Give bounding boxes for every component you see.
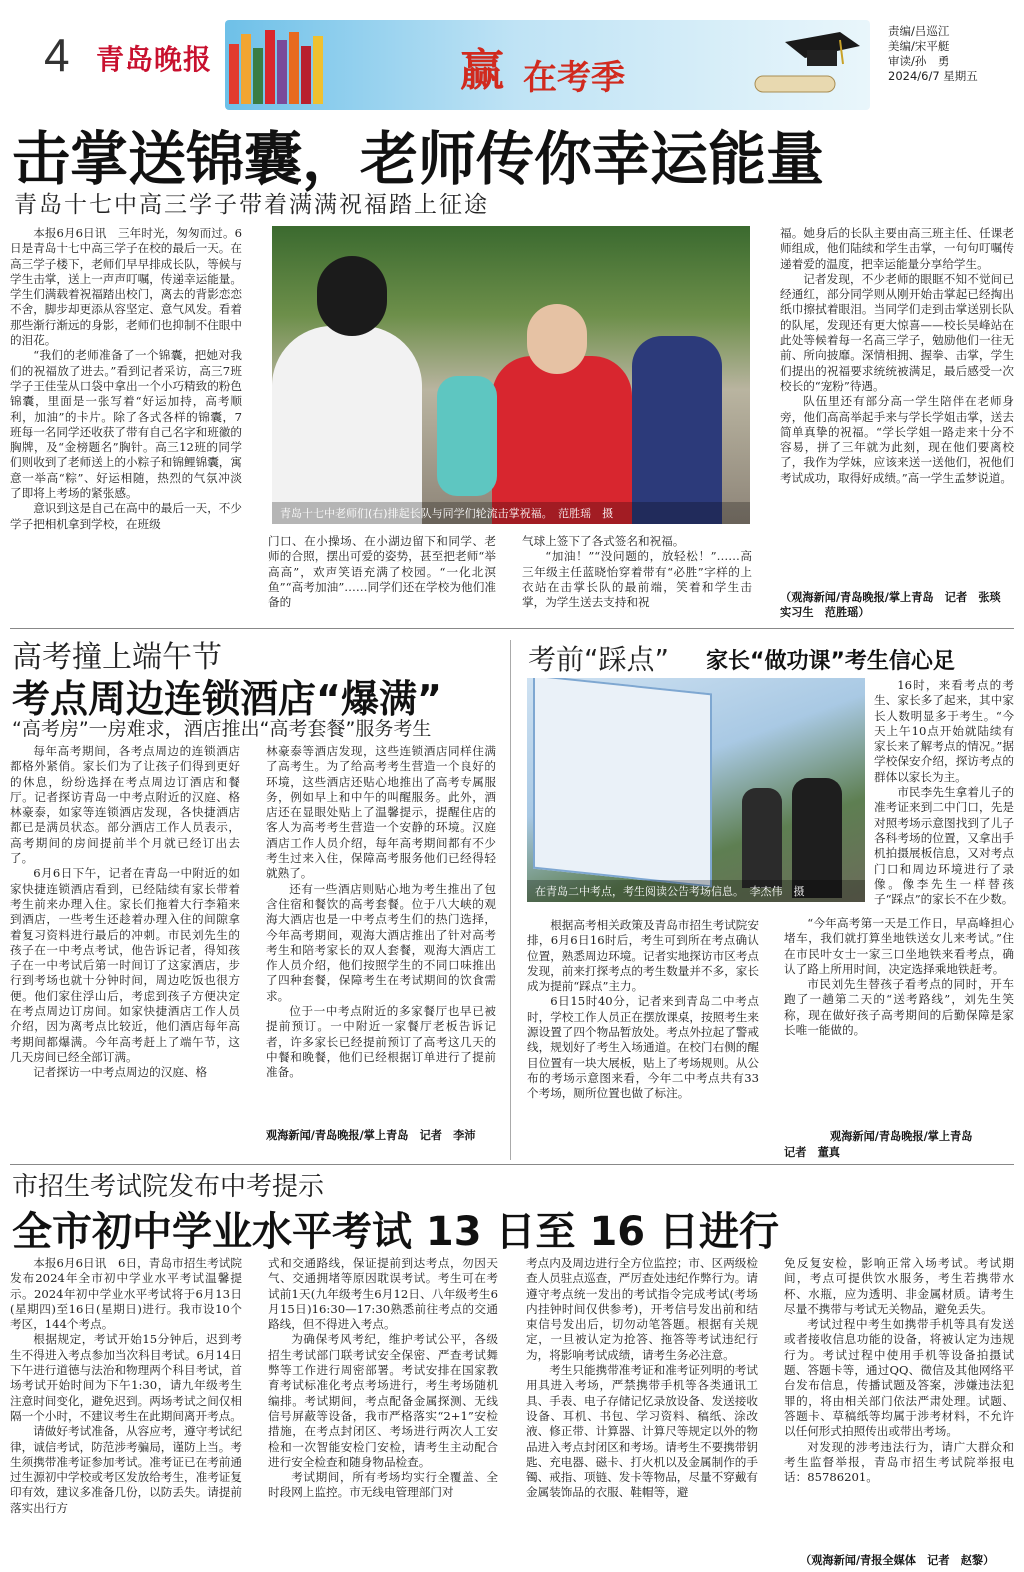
paragraph: 考试过程中考生如携带手机等具有发送或者接收信息功能的设备，将被认定为违规行为。考试过程中使用手机等设备拍摄试题、答题卡等，通过QQ、微信及其他网络平台发布信息，传播试题及答案，涉嫌违法犯罪的，将由相关部门依法严肃处理。试题、答题卡、草稿纸等均属于涉考材料，不允许以任何形式拍照传出或带出考场。 bbox=[784, 1317, 1014, 1439]
paragraph: 福。她身后的长队主要由高三班主任、任课老师组成，他们陆续和学生击掌，一句句叮嘱传递着爱的温度，把幸运能量分享给学生。 bbox=[780, 226, 1014, 271]
article3-right-column bbox=[874, 678, 1014, 914]
paragraph: 位于一中考点附近的多家餐厅也早已被提前预订。一中附近一家餐厅老板告诉记者，许多家长已经提前预订了高考这几天的中餐和晚餐，他们已经根据订单进行了提前准备。 bbox=[266, 1004, 496, 1080]
credit-line: 责编/吕巡江 bbox=[888, 24, 950, 38]
paragraph: 还有一些酒店则贴心地为考生推出了包含住宿和餐饮的高考套餐。位于八大峡的观海大酒店也是一中考点考生们的热门选择，今年高考期间，观海大酒店推出了针对高考考生和陪考家长的双人套餐，观海大酒店工作人员介绍，他们按照学生的不同口味推出了四种套餐，保障考生在考试期间的饮食需求。 bbox=[266, 881, 496, 1003]
article2-column-2 bbox=[266, 744, 496, 1124]
paragraph: 考试期间，所有考场均实行全覆盖、全时段网上监控。市无线电管理部门对 bbox=[268, 1470, 498, 1500]
article3-reporter: 记者 董真 bbox=[784, 1146, 840, 1159]
paragraph: 根据高考相关政策及青岛市招生考试院安排，6月6日16时后，考生可到所在考点确认位置，熟悉周边环境。记者实地探访市区考点发现，前来打探考点的考生数量并不多，家长成为提前“踩点”主力。 bbox=[527, 918, 759, 994]
paragraph: 记者发现，不少老师的眼眶不知不觉间已经通红，部分同学则从刚开始击掌起已经掏出纸巾擦拭着眼泪。当同学们走到击掌送别长队的队尾，发现还有更大惊喜——校长吴峰站在此处等候着每一名高三学子，勉励他们一往无前、所向披靡。深情相拥、握拳、击掌，学生们提出的祝福要求统统被满足，最后感受一次校长的“宠粉”待遇。 bbox=[780, 271, 1014, 393]
paragraph: 请做好考试准备，从容应考，遵守考试纪律，诚信考试，防范涉考骗局，谨防上当。考生须携带准考证参加考试。准考证已在考前通过生源初中学校或考区发放给考生，准考证复印有效，建议多准备几份，以防丢失。请提前落实出行方 bbox=[10, 1424, 242, 1515]
article4-column-1 bbox=[10, 1256, 242, 1568]
paragraph: “今年高考第一天是工作日，早高峰担心堵车，我们就打算坐地铁送女儿来考试。”住在市民叶女士一家三口坐地铁来看考点，确认了路上所用时间，决定选择乘地铁赶考。 bbox=[784, 916, 1014, 976]
paragraph: 考点内及周边进行全方位监控；市、区两级检查人员驻点巡查，严厉查处违纪作弊行为。请遵守考点统一发出的考试指令完成考试(考场内挂钟时间仅供参考)，开考信号发出前和结束信号发出后，切勿动笔答题。根据有关规定，一旦被认定为抢答、拖答等考试违纪行为，将影响考试成绩，请考生务必注意。 bbox=[526, 1256, 758, 1362]
banner-title-main: 赢 bbox=[460, 45, 504, 96]
banner-title-sub: 在考季 bbox=[523, 58, 625, 98]
paragraph: 为确保考风考纪，维护考试公平，各级招生考试部门联考试安全保密、严查考试舞弊等工作进行周密部署。考试安排在国家教育考试标准化考点考场进行，考生考场随机编排。考试期间，考点配备金属探测、无线信号屏蔽等设备，我市严格落实“2+1”安检措施，在考点封闭区、考场进行两次人工安检和一次智能安检门安检，请考生主动配合进行安全检查和随身物品检查。 bbox=[268, 1332, 498, 1469]
article3-bottom-column bbox=[527, 918, 759, 1158]
article2-column-1 bbox=[10, 744, 240, 1152]
article4-byline: （观海新闻/青报全媒体 记者 赵黎） bbox=[800, 1554, 995, 1567]
article1-photo bbox=[272, 226, 750, 524]
paragraph: 每年高考期间，各考点周边的连锁酒店都格外紧俏。家长们为了让孩子们得到更好的休息，纷纷选择在考点周边订酒店和餐厅。记者探访青岛一中考点附近的汉庭、格林豪泰，如家等连锁酒店发现，各快捷酒店都已是满员状态。部分酒店工作人员表示，高考期间的房间提前半个月就已经订出去了。 bbox=[10, 744, 240, 866]
section-banner bbox=[225, 20, 870, 110]
credit-line: 美编/宋平艇 bbox=[888, 39, 950, 53]
paragraph: 16时，来看考点的考生、家长多了起来，其中家长人数明显多于考生。“今天上午10点开始就陆续有家长来了解考点的情况。”据学校保安介绍，探访考点的群体以家长为主。 bbox=[874, 678, 1014, 784]
paragraph: 免反复安检，影响正常入场考试。考试期间，考点可提供饮水服务，考生若携带水杯、水瓶，应为透明、非金属材质。请考生尽量不携带与考试无关物品，避免丢失。 bbox=[784, 1256, 1014, 1316]
paragraph: 队伍里还有部分高一学生陪伴在老师身旁，他们高高举起手来与学长学姐击掌，送去简单真挚的祝福。“学长学姐一路走来十分不容易，拼了三年就为此刻，现在他们要离校了，我作为学妹，应该来送一送他们，祝他们考试成功，取得好成绩。”高一学生孟梦说道。 bbox=[780, 394, 1014, 485]
article2-kicker: 高考撞上端午节 bbox=[12, 640, 222, 675]
divider bbox=[10, 628, 1014, 629]
credit-line: 审读/孙 勇 bbox=[888, 54, 950, 68]
article1-column-3 bbox=[522, 534, 752, 624]
paragraph: 气球上签下了各式签名和祝福。 bbox=[522, 534, 685, 548]
article3-title: 家长“做功课”考生信心足 bbox=[706, 649, 955, 674]
graduation-cap-icon bbox=[745, 24, 865, 104]
paragraph: 市民刘先生替孩子看考点的同时，开车跑了一趟第二天的“送考路线”，刘先生笑称，现在做好孩子高考期间的后勤保障是家长唯一能做的。 bbox=[784, 977, 1014, 1038]
issue-date: 2024/6/7 星期五 bbox=[888, 69, 978, 83]
article2-title: 考点周边连锁酒店“爆满” bbox=[12, 677, 442, 721]
paragraph: 对发现的涉考违法行为，请广大群众和考生监督举报，青岛市招生考试院举报电话：85786201。 bbox=[784, 1439, 1014, 1485]
photo-caption: 青岛十七中老师们(右)排起长队与同学们轮流击掌祝福。 范胜瑶 摄 bbox=[272, 502, 750, 524]
paragraph: “我们的老师准备了一个锦囊，把她对我们的祝福放了进去。”看到记者采访，高三7班学子王佳莹从口袋中拿出一个小巧精致的粉色锦囊，里面是一张写着“好运加持，高考顺利，加油”的卡片。除了各式各样的锦囊，7班每一名同学还收获了带有自己名字和班徽的胸牌，及“金榜题名”胸针。高三12班的同学们则收到了老师送上的小粽子和锦鲤锦囊，寓意一举高“粽”、好运相随，热烈的气氛冲淡了即将上考场的紧张感。 bbox=[10, 348, 242, 501]
paragraph: 考生只能携带准考证和准考证列明的考试用具进入考场，严禁携带手机等各类通讯工具、手表、电子存储记忆录放设备、发送接收设备、耳机、书包、学习资料、稿纸、涂改液、修正带、计算器、计算尺等规定以外的物品进入考点封闭区和考场。请考生不要携带钥匙、充电器、磁卡、打火机以及金属制作的手镯、戒指、项链、发卡等物品，尽量不穿戴有金属装饰品的衣服、鞋帽等，避 bbox=[526, 1363, 758, 1500]
article3-byline: 观海新闻/青岛晚报/掌上青岛 bbox=[830, 1130, 973, 1143]
paragraph: 6月6日下午，记者在青岛一中附近的如家快捷连锁酒店看到，已经陆续有家长带着考生前来办理入住。家长们拖着大行李箱来到酒店，一些考生还趁着办理入住的间隙拿着复习资料进行最后的冲刺。市民刘先生的孩子在一中考点考试，他告诉记者，得知孩子在一中考试后第一时间订了这家酒店，步行到考场也就十分钟时间，周边吃饭也很方便。他们家住浮山后，考虑到孩子方便决定在考点周边订房间。如家快捷酒店工作人员介绍，因为离考点比较近，他们酒店每年高考期间都爆满。今年高考赶上了端午节，这几天房间已经全部订满。 bbox=[10, 866, 240, 1064]
paragraph: 意识到这是自己在高中的最后一天，不少学子把相机拿到学校，在班级 bbox=[10, 501, 242, 531]
article4-column-3 bbox=[526, 1256, 758, 1568]
divider bbox=[10, 1164, 1014, 1165]
article2-byline: 观海新闻/青岛晚报/掌上青岛 记者 李沛 bbox=[266, 1129, 476, 1142]
column-divider bbox=[510, 640, 511, 1160]
article4-title: 全市初中学业水平考试 13 日至 16 日进行 bbox=[12, 1209, 780, 1255]
paragraph: 本报6月6日讯 三年时光，匆匆而过。6日是青岛十七中高三学子在校的最后一天。在高三学子楼下，老师们早早排成长队，等候与学生击掌，送上一声声叮嘱，传递幸运能量。学生们满载着祝福踏出校门，离去的背影恋恋不舍，脚步却更添从容坚定、意气风发。看着那些渐行渐远的身影，老师们也抑制不住眼中的泪花。 bbox=[10, 226, 242, 348]
paragraph: 记者探访一中考点周边的汉庭、格 bbox=[33, 1065, 208, 1080]
article1-column-4 bbox=[780, 226, 1014, 598]
page-number: 4 bbox=[44, 29, 70, 81]
paragraph: 市民李先生拿着儿子的准考证来到二中门口，先是对照考场示意图找到了儿子各科考场的位置，又拿出手机拍摄展板信息，又对考点门口和周边环境进行了录像。像李先生一样替孩子“踩点”的家长不在少数。 bbox=[874, 785, 1014, 907]
paragraph: “加油！”“没问题的，放轻松！”……高三年级主任蓝晓怡穿着带有“必胜”字样的上衣站在击掌长队的最前端，笑着和学生击掌，为学生送去支持和祝 bbox=[522, 549, 752, 610]
article1-column-1 bbox=[10, 226, 242, 624]
article3-photo bbox=[527, 678, 865, 902]
article3-right-column-lower bbox=[784, 916, 1014, 1128]
paragraph: 式和交通路线，保证提前到达考点，勿因天气、交通拥堵等原因耽误考试。考生可在考试前1天(九年级考生6月12日、八年级考生6月15日)16:30—17:30熟悉前往考点的交通路线，但不得进入考点。 bbox=[268, 1256, 498, 1332]
newspaper-masthead: 青岛晚报 bbox=[96, 43, 213, 76]
article1-title: 击掌送锦囊，老师传你幸运能量 bbox=[12, 125, 825, 193]
photo-caption: 在青岛二中考点，考生阅读公告考场信息。 李杰伟 摄 bbox=[527, 880, 865, 902]
article1-byline: （观海新闻/青岛晚报/掌上青岛 记者 张琰 实习生 范胜瑶） bbox=[780, 591, 1012, 619]
paragraph: 林豪泰等酒店发现，这些连锁酒店同样住满了高考生。为了给高考考生营造一个良好的环境，这些酒店还贴心地推出了高考专属服务，例如早上和中午的叫醒服务。此外，酒店还在显眼处贴上了温馨提示，提醒住店的客人为高考考生营造一个安静的环境。汉庭酒店工作人员介绍，每年高考期间都有不少考生过来入住，保障高考服务他们已经得轻就熟了。 bbox=[266, 744, 496, 881]
article4-column-2 bbox=[268, 1256, 498, 1568]
article4-kicker: 市招生考试院发布中考提示 bbox=[12, 1172, 325, 1202]
article1-subtitle: 青岛十七中高三学子带着满满祝福踏上征途 bbox=[14, 192, 489, 218]
editor-credits bbox=[888, 24, 978, 84]
article4-column-4 bbox=[784, 1256, 1014, 1546]
paragraph: 6日15时40分，记者来到青岛二中考点时，学校工作人员正在摆放课桌，按照考生来源设置了四个物品暂放处。考点外拉起了警戒线，规划好了考生入场通道。在校门右侧的醒目位置有一块大展板，贴上了考场规则。从公布的考场示意图来看，今年二中考点共有33个考场，厕所位置也做了标注。 bbox=[527, 994, 759, 1101]
article2-subtitle: “高考房”一房难求，酒店推出“高考套餐”服务考生 bbox=[12, 718, 432, 740]
books-icon bbox=[225, 28, 335, 104]
paragraph: 门口、在小操场、在小湖边留下和同学、老师的合照，摆出可爱的姿势，甚至把老师“举高高”，欢声笑语充满了校园。“一化北溟鱼”“高考加油”……同学们还在学校为他们准备的 bbox=[268, 534, 496, 610]
paragraph: 本报6月6日讯 6日，青岛市招生考试院发布2024年全市初中学业水平考试温馨提示。2024年初中学业水平考试将于6月13日(星期四)至16日(星期日)进行。我市设10个考区，144个考点。 bbox=[10, 1256, 242, 1332]
paragraph: 根据规定，考试开始15分钟后，迟到考生不得进入考点参加当次科目考试。6月14日下午进行道德与法治和物理两个科目考试，首场考试开始时间为下午1:30，请九年级考生注意时间变化，避免迟到。两场考试之间仅相隔一个小时，不建议考生在此期间离开考点。 bbox=[10, 1332, 242, 1423]
article1-column-2 bbox=[268, 534, 496, 624]
article3-kicker: 考前“踩点” bbox=[528, 643, 670, 676]
